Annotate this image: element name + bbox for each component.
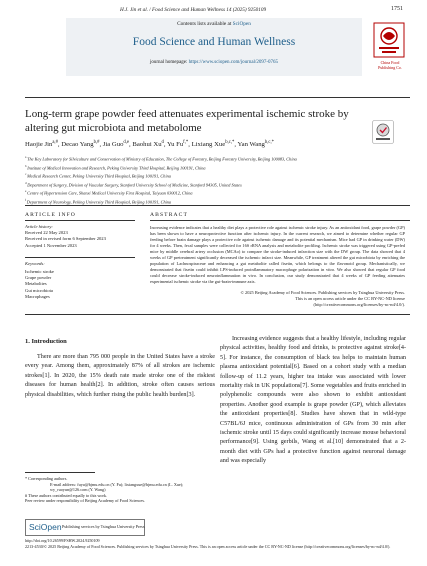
affiliation-marker: d bbox=[25, 180, 28, 185]
peer-review-note: Peer review under responsibility of Beijing Academy of Food Sciences. bbox=[25, 498, 146, 504]
homepage-url-link[interactable]: https://www.sciopen.com/journal/2097-0765 bbox=[188, 60, 278, 65]
affiliation-text: Medical Research Center, Peking University Third Hospital, Beijing 100191, China bbox=[27, 173, 171, 179]
publisher-logo-text bbox=[368, 61, 412, 70]
bottom-info bbox=[25, 538, 410, 549]
article-info-rule bbox=[25, 220, 135, 221]
page-number: 1751 bbox=[391, 6, 403, 12]
author-affiliation-marker: d,e bbox=[123, 140, 130, 145]
affiliation-text: Department of Surgery, Division of Vascular Surgery, Stanford University School of Medicine, Stanford 94305, United States bbox=[27, 181, 242, 187]
corresponding-authors-note: * Corresponding authors. bbox=[25, 476, 68, 481]
author-name: Baohui Xu bbox=[132, 141, 162, 149]
homepage-prefix: journal homepage: bbox=[150, 60, 189, 65]
abstract-text: Increasing evidence indicates that a healthy diet plays a protective role against ischemic stroke injury. As an antioxidant food, grape powder (GP) has been shown to have a neuroprotective function after ischemic injury. In the current research, we aimed to determine whether regular GP feeding before brain damage plays a protective role against ischemic damage and its potential mechanism. Mice had GP in drinking water (DW) for 4 weeks. Then, fecal samples were collected for 16S rRNA analysis and metabolite profiling. Ischemic stroke was triggered using GP-prefed mice by middle cerebral artery occlusion (MCAo) to compare the stroke-induced infarction size with the DW group. The data showed that 4 weeks of GP pretreatment significantly decreased the ischemic infarct size. Meanwhile, GP treatment altered the gut microbiota by enriching the population of Lachnospiraceae and enhancing a gut metabolite called fisetin, which belongs to the flavonoid group. Mechanistically, we demonstrated that fisetin could inhibit LPS-induced proinflammatory macrophage polarization in vitro. We also showed that regular GP food could decrease stroke-induced neuroinflammation in vivo. In conclusion, our study demonstrated that 4 weeks of GP feeding attenuates experimental ischemic stroke via the gut-brain-immune axis. bbox=[150, 225, 405, 285]
affiliation-marker: e bbox=[25, 189, 28, 194]
keyword-item: Metabolites bbox=[25, 281, 47, 287]
abstract-rule bbox=[150, 220, 410, 221]
publisher-services-text: Publishing services by Tsinghua University Press bbox=[62, 524, 145, 529]
accepted-date: Accepted 1 November 2023 bbox=[25, 242, 77, 248]
received-date: Received 22 May 2023 bbox=[25, 230, 68, 236]
author-affiliation-marker: d bbox=[161, 140, 164, 145]
author-name: Yan Wang bbox=[237, 141, 265, 149]
keyword-item: Macrophages bbox=[25, 293, 50, 299]
affiliation-text: Centre of Hypertension Care, Shanxi Medical University First Hospital, Taiyuan 030012, China bbox=[27, 190, 193, 196]
contents-prefix: Contents lists available at bbox=[177, 21, 233, 27]
publisher-services-box bbox=[25, 519, 145, 536]
author-name: Haojie Jin bbox=[25, 141, 53, 149]
keywords-rule bbox=[25, 257, 135, 258]
abstract-heading: ABSTRACT bbox=[150, 212, 189, 218]
introduction-right-paragraph: Increasing evidence suggests that a healthy lifestyle, including regular physical activities, healthy food and drinks, is protective against stroke[4-5]. For instance, the consumption of black tea helps to maintain human plasma antioxidant potential[6]. Based on a cohort study with a median follow-up of 11.2 years, higher tea intake was associated with lower mortality risk in UK populations[7]. Some vegetables and fruits enriched in polyphenolic compounds were also shown to exhibit antioxidant properties. Another good example is grape powder (GP), which alleviates the antioxidant properties[8]. Studies have shown that in wild-type C57BL/6J mice, continuous administration of GPs from 30 min after ischemic stroke until 15 days could significantly increase mouse behavioral performance[9]. Using gerbils, Wang et al.[10] demonstrated that a 2-month diet with GPs had a protective function against neuronal damage and was especially bbox=[220, 336, 406, 465]
keywords-heading: Keywords: bbox=[25, 261, 45, 266]
affiliation-item bbox=[25, 197, 405, 206]
journal-masthead bbox=[66, 18, 362, 78]
article-title: Long-term grape powder feed attenuates experimental ischemic stroke by altering gut microbiota and metabolome bbox=[25, 108, 349, 134]
sciopen-logo-icon bbox=[28, 521, 62, 533]
footnotes bbox=[25, 476, 220, 504]
author-name: Yu Fu bbox=[167, 141, 184, 149]
journal-homepage-line bbox=[66, 60, 362, 65]
affiliation-item bbox=[25, 180, 405, 189]
author-affiliation-marker: b,c,* bbox=[225, 140, 235, 145]
affiliation-item bbox=[25, 163, 405, 172]
china-food-publishing-logo-icon bbox=[373, 22, 405, 58]
doi-link[interactable]: http://doi.org/10.26599/FSHW.2024.9250109 bbox=[25, 538, 100, 543]
copyright-line-1: © 2025 Beijing Academy of Food Sciences. Publishing services by Tsinghua University Press. bbox=[240, 290, 405, 295]
affiliation-marker: f bbox=[25, 197, 27, 202]
affiliation-item bbox=[25, 154, 405, 163]
author-affiliation-marker: f,* bbox=[183, 140, 189, 145]
masthead-rule bbox=[25, 97, 410, 98]
affiliation-text: Department of Neurology, Peking University Third Hospital, Beijing 100191, China bbox=[26, 199, 172, 204]
author-affiliation-marker: a,# bbox=[52, 140, 58, 145]
affiliation-text: The Key Laboratory for Silviculture and Conservation of Ministry of Education, The College of Forestry, Beijing Forestry University, Beijing 100083, China bbox=[27, 156, 297, 162]
introduction-left-paragraph: There are more than 795 000 people in the United States have a stroke every year. Among them, approximately 87% of all strokes are ischemic strokes[1]. In 2020, the 15% death rate made stroke one of the riskiest diseases for human health[2]. In addition, stroke often causes serious physical disabilities, which further rising the public health burden[3]. bbox=[25, 354, 215, 398]
footnote-rule bbox=[25, 472, 95, 473]
publisher-logo-line-2: Publishing Co. bbox=[378, 64, 402, 70]
sciopen-logo-text: SciOpen bbox=[29, 522, 62, 532]
publisher-logo bbox=[368, 18, 412, 76]
author-affiliation-marker: b,c,* bbox=[264, 140, 275, 145]
author-name: Decao Yang bbox=[61, 141, 94, 149]
copyright-line-2: This is an open access article under the CC BY-NC-ND license bbox=[295, 296, 405, 302]
keyword-item: Gut microbiota bbox=[25, 287, 53, 293]
history-heading: Article history: bbox=[25, 224, 53, 229]
affiliation-marker: b bbox=[25, 163, 28, 168]
affiliation-marker: c bbox=[25, 172, 28, 177]
equal-contribution-note: # These authors contributed equally to this work. bbox=[25, 492, 108, 498]
running-head-citation: H.J. Jin et al. / Food Science and Human Wellness 14 (2025) 9250109 bbox=[120, 7, 267, 13]
contents-line bbox=[66, 21, 362, 27]
author-name: Jia Guo bbox=[102, 141, 124, 149]
affiliation-list bbox=[25, 154, 405, 205]
sciopen-link[interactable]: SciOpen bbox=[232, 21, 251, 27]
affiliation-rule bbox=[25, 205, 410, 206]
keyword-list bbox=[25, 269, 125, 300]
author-list: Haojie Jin$^{a,\#}$, Decao Yang$^{b,\#}$, Jia Guo$^{d,e}$, Baohui Xu$^d$, Yu $Fu^{f,*}$, Lixiang Xue$^{b,c,*}$, Yan Wang$^{b,c,*}$ bbox=[25, 140, 275, 149]
author-name: Lixiang Xue bbox=[191, 141, 226, 149]
affiliation-marker: a bbox=[25, 155, 28, 159]
abstract-copyright bbox=[150, 290, 405, 308]
journal-name: Food Science and Human Wellness bbox=[132, 36, 296, 48]
affiliation-item bbox=[25, 188, 405, 197]
running-head bbox=[0, 0, 427, 14]
keyword-item: Ischemic stroke bbox=[25, 269, 54, 274]
author-affiliation-marker: b,# bbox=[93, 140, 100, 145]
revised-date: Received in revised form 6 September 2023 bbox=[25, 236, 106, 242]
article-info-heading: ARTICLE INFO bbox=[25, 212, 76, 218]
issn-copyright-line: 2213-4530/© 2025 Beijing Academy of Food Sciences. Publishing services by Tsinghua University Press. This is an open access article under the CC BY-NC-ND license (http://creativecommons.org/licenses/by-nc-nd/4.0/). bbox=[25, 543, 391, 549]
author-emails: E-mail address: fuyu@bjmu.edu.cn (Y. Fu); lixiangxue@bjmu.edu.cn (L. Xue); wy_ruoyun@126.com (Y. Wang) bbox=[50, 481, 184, 493]
publisher-logo-line-1: China Food bbox=[380, 60, 400, 65]
introduction-heading: 1. Introduction bbox=[25, 338, 67, 345]
article-history bbox=[25, 224, 125, 249]
copyright-line-3[interactable]: (http://creativecommons.org/licenses/by-nc-nd/4.0/). bbox=[313, 302, 405, 308]
keyword-item: Grape powder bbox=[25, 275, 52, 281]
affiliation-item bbox=[25, 171, 405, 180]
affiliation-text: Institute of Medical Innovation and Research, Peking University Third Hospital, Beijing 100191, China bbox=[27, 164, 206, 170]
abstract-bottom-rule bbox=[25, 314, 410, 315]
